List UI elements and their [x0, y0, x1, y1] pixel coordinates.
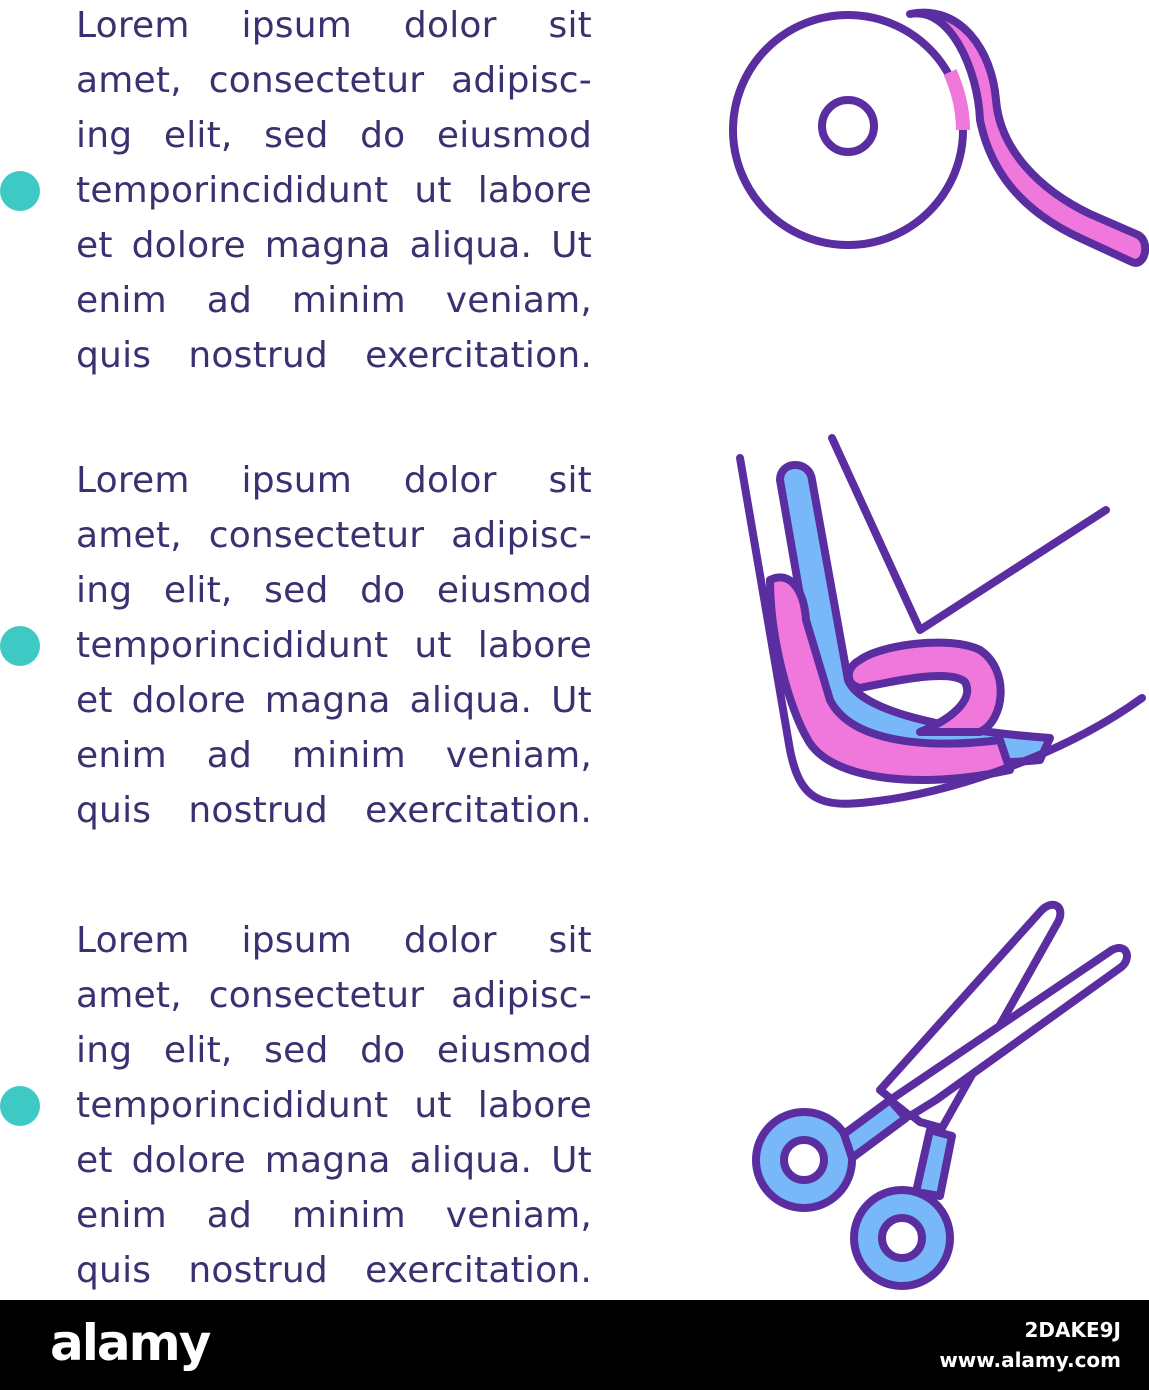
tape-roll-icon	[720, 0, 1149, 300]
text-line: ing elit, sed do eiusmod	[76, 570, 592, 611]
text-line: quis nostrud exercitation.	[76, 790, 592, 831]
bullet-dot	[0, 1086, 40, 1126]
text-line: temporincididunt ut labore	[76, 625, 592, 666]
text-line: Lorem ipsum dolor sit	[76, 5, 592, 46]
scissors-icon	[740, 890, 1149, 1300]
text-line: temporincididunt ut labore	[76, 170, 592, 211]
watermark-bar	[0, 1300, 1149, 1390]
text-line: quis nostrud exercitation.	[76, 1250, 592, 1291]
text-line: Lorem ipsum dolor sit	[76, 920, 592, 961]
text-line: quis nostrud exercitation.	[76, 335, 592, 376]
text-line: enim ad minim veniam,	[76, 1195, 592, 1236]
text-line: et dolore magna aliqua. Ut	[76, 680, 592, 721]
text-line: et dolore magna aliqua. Ut	[76, 225, 592, 266]
text-line: temporincididunt ut labore	[76, 1085, 592, 1126]
site-url: www.alamy.com	[939, 1348, 1121, 1372]
bullet-dot	[0, 171, 40, 211]
text-line: et dolore magna aliqua. Ut	[76, 1140, 592, 1181]
image-id: 2DAKE9J	[1024, 1318, 1121, 1342]
paragraph	[76, 913, 592, 1298]
brand-logo: alamy	[50, 1314, 210, 1372]
elbow-kinesio-tape-icon	[720, 420, 1149, 820]
text-line: amet, consectetur adipisc-	[76, 975, 592, 1016]
bullet-dot	[0, 626, 40, 666]
paragraph	[76, 0, 592, 383]
text-line: Lorem ipsum dolor sit	[76, 460, 592, 501]
text-line: amet, consectetur adipisc-	[76, 515, 592, 556]
paragraph	[76, 453, 592, 838]
text-line: enim ad minim veniam,	[76, 280, 592, 321]
text-line: amet, consectetur adipisc-	[76, 60, 592, 101]
text-line: enim ad minim veniam,	[76, 735, 592, 776]
text-line: ing elit, sed do eiusmod	[76, 115, 592, 156]
text-line: ing elit, sed do eiusmod	[76, 1030, 592, 1071]
